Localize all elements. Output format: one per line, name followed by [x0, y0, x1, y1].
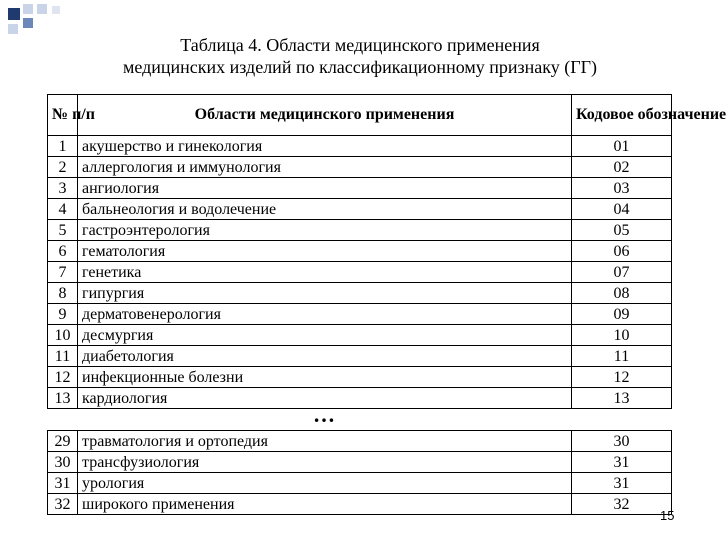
deco-square-mid: [23, 18, 33, 28]
table-row: [48, 283, 672, 304]
row-area: дерматовенерология: [78, 304, 572, 325]
row-code: 06: [572, 241, 672, 262]
row-area: урология: [78, 473, 572, 494]
row-area: широкого применения: [78, 494, 572, 515]
row-number: 13: [48, 388, 78, 409]
row-code: 04: [572, 199, 672, 220]
table-row: [48, 304, 672, 325]
row-area: кардиология: [78, 388, 572, 409]
table-row: [48, 494, 672, 515]
row-area: диабетология: [78, 346, 572, 367]
row-code: 31: [572, 473, 672, 494]
row-code: 02: [572, 157, 672, 178]
row-number: 11: [48, 346, 78, 367]
row-number: 30: [48, 452, 78, 473]
row-number: 12: [48, 367, 78, 388]
row-code: 07: [572, 262, 672, 283]
row-number: 31: [48, 473, 78, 494]
table-row: [48, 473, 672, 494]
table-row: [48, 325, 672, 346]
row-number: 10: [48, 325, 78, 346]
row-number: 5: [48, 220, 78, 241]
deco-square-dark: [8, 8, 20, 20]
table-row: [48, 136, 672, 157]
row-area: гипургия: [78, 283, 572, 304]
areas-table: [47, 94, 726, 409]
deco-square-light: [23, 4, 33, 14]
table-row: [48, 199, 672, 220]
row-code: 01: [572, 136, 672, 157]
table-row: [48, 346, 672, 367]
row-area: аллергология и иммунология: [78, 157, 572, 178]
row-number: 6: [48, 241, 78, 262]
row-area: бальнеология и водолечение: [78, 199, 572, 220]
row-area: генетика: [78, 262, 572, 283]
row-number: 8: [48, 283, 78, 304]
table-row: [48, 452, 672, 473]
row-area: десмургия: [78, 325, 572, 346]
row-number: 32: [48, 494, 78, 515]
row-code: 03: [572, 178, 672, 199]
table-header-row: [48, 95, 672, 136]
header-code: Кодовое обозначение: [572, 95, 672, 136]
row-number: 1: [48, 136, 78, 157]
table-row: [48, 220, 672, 241]
row-number: 2: [48, 157, 78, 178]
title-line-2: медицинских изделий по классификационному признаку (ГГ): [122, 57, 598, 77]
row-number: 29: [48, 431, 78, 452]
row-code: 30: [572, 431, 672, 452]
omitted-rows-ellipsis: …: [313, 402, 336, 427]
header-num: № п/п: [48, 95, 78, 136]
table-row: [48, 388, 672, 409]
row-code: 32: [572, 494, 672, 515]
row-area: ангиология: [78, 178, 572, 199]
deco-square-light: [37, 4, 47, 14]
table-row: [48, 157, 672, 178]
row-area: акушерство и гинекология: [78, 136, 572, 157]
row-code: 12: [572, 367, 672, 388]
page-title: [0, 34, 720, 78]
table-row: [48, 241, 672, 262]
table-row: [48, 431, 672, 452]
row-number: 3: [48, 178, 78, 199]
page-number: 15: [660, 508, 675, 523]
title-line-1: Таблица 4. Области медицинского применения: [180, 35, 540, 55]
table-row: [48, 262, 672, 283]
row-number: 7: [48, 262, 78, 283]
table-row: [48, 367, 672, 388]
header-area: Области медицинского применения: [78, 95, 572, 136]
row-code: 11: [572, 346, 672, 367]
row-area: инфекционные болезни: [78, 367, 572, 388]
row-code: 10: [572, 325, 672, 346]
table-row: [48, 178, 672, 199]
row-code: 31: [572, 452, 672, 473]
row-code: 13: [572, 388, 672, 409]
row-code: 08: [572, 283, 672, 304]
row-code: 05: [572, 220, 672, 241]
deco-square-light: [52, 6, 60, 14]
row-area: гематология: [78, 241, 572, 262]
row-area: травматология и ортопедия: [78, 431, 572, 452]
deco-square-light: [8, 24, 18, 34]
row-number: 9: [48, 304, 78, 325]
row-number: 4: [48, 199, 78, 220]
areas-table-continuation: [47, 430, 672, 515]
row-area: трансфузиология: [78, 452, 572, 473]
row-area: гастроэнтерология: [78, 220, 572, 241]
row-code: 09: [572, 304, 672, 325]
